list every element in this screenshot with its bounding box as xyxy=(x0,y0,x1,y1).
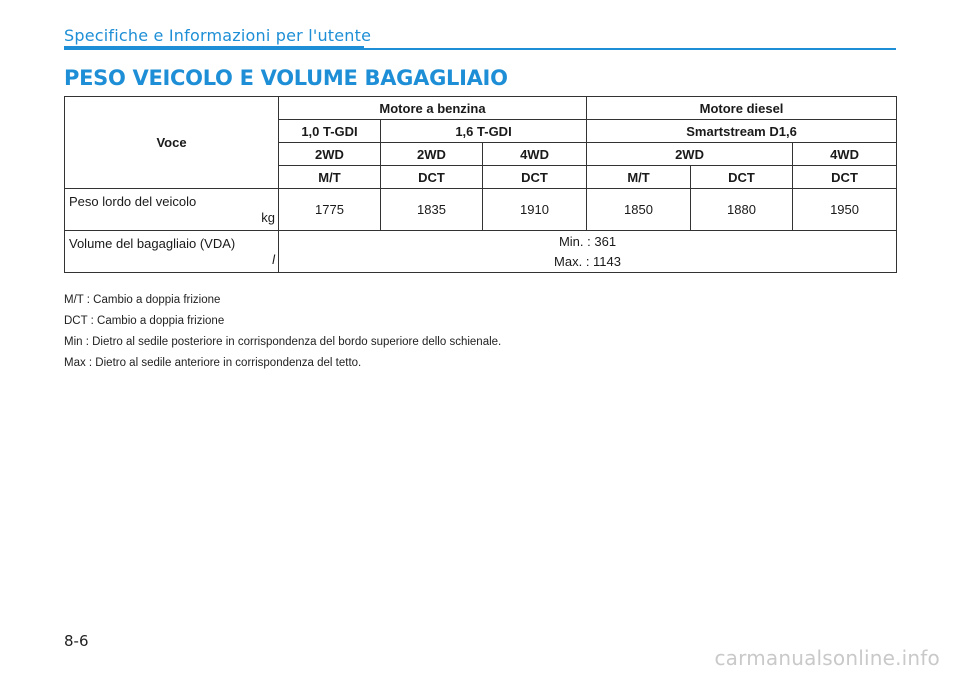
drive-cell: 4WD xyxy=(483,143,587,166)
header-rule-thick xyxy=(64,46,364,50)
section-title: PESO VEICOLO E VOLUME BAGAGLIAIO xyxy=(64,66,508,90)
volume-max: Max. : 1143 xyxy=(554,253,621,269)
note-item: M/T : Cambio a doppia frizione xyxy=(64,294,221,306)
header-rule-thin xyxy=(364,48,896,50)
engine-1-0-tgdi: 1,0 T-GDI xyxy=(279,120,381,143)
transmission-cell: DCT xyxy=(483,166,587,189)
weight-unit: kg xyxy=(261,210,275,225)
notes-list xyxy=(64,294,501,378)
engine-type-petrol: Motore a benzina xyxy=(279,97,587,120)
weight-label: Peso lordo del veicolo xyxy=(69,194,197,209)
engine-1-6-tgdi: 1,6 T-GDI xyxy=(381,120,587,143)
transmission-cell: DCT xyxy=(691,166,793,189)
header-row-engine-type xyxy=(65,97,897,120)
drive-cell: 4WD xyxy=(793,143,897,166)
weight-value: 1835 xyxy=(381,189,483,231)
weight-value: 1950 xyxy=(793,189,897,231)
drive-cell: 2WD xyxy=(381,143,483,166)
volume-label: Volume del bagagliaio (VDA) xyxy=(69,236,236,251)
weight-label-cell xyxy=(65,189,279,231)
transmission-cell: DCT xyxy=(793,166,897,189)
drive-cell: 2WD xyxy=(587,143,793,166)
volume-values-cell xyxy=(279,231,897,273)
weight-value: 1910 xyxy=(483,189,587,231)
table-row-weight xyxy=(65,189,897,231)
transmission-cell: M/T xyxy=(587,166,691,189)
note-item: Min : Dietro al sedile posteriore in corrispondenza del bordo superiore dello schienale. xyxy=(64,336,502,348)
note-item: Max : Dietro al sedile anteriore in corrispondenza del tetto. xyxy=(64,357,362,369)
page-number: 8-6 xyxy=(64,632,89,650)
transmission-cell: DCT xyxy=(381,166,483,189)
table-row-volume xyxy=(65,231,897,273)
engine-smartstream-d16: Smartstream D1,6 xyxy=(587,120,897,143)
header-title: Specifiche e Informazioni per l'utente xyxy=(64,26,372,45)
weight-value: 1880 xyxy=(691,189,793,231)
spec-table xyxy=(64,96,897,273)
weight-value: 1850 xyxy=(587,189,691,231)
volume-unit: l xyxy=(272,252,275,267)
voce-header: Voce xyxy=(65,97,279,189)
transmission-cell: M/T xyxy=(279,166,381,189)
volume-label-cell xyxy=(65,231,279,273)
note-item: DCT : Cambio a doppia frizione xyxy=(64,315,225,327)
drive-cell: 2WD xyxy=(279,143,381,166)
volume-min: Min. : 361 xyxy=(558,233,617,249)
weight-value: 1775 xyxy=(279,189,381,231)
engine-type-diesel: Motore diesel xyxy=(587,97,897,120)
watermark: carmanualsonline.info xyxy=(714,646,940,670)
